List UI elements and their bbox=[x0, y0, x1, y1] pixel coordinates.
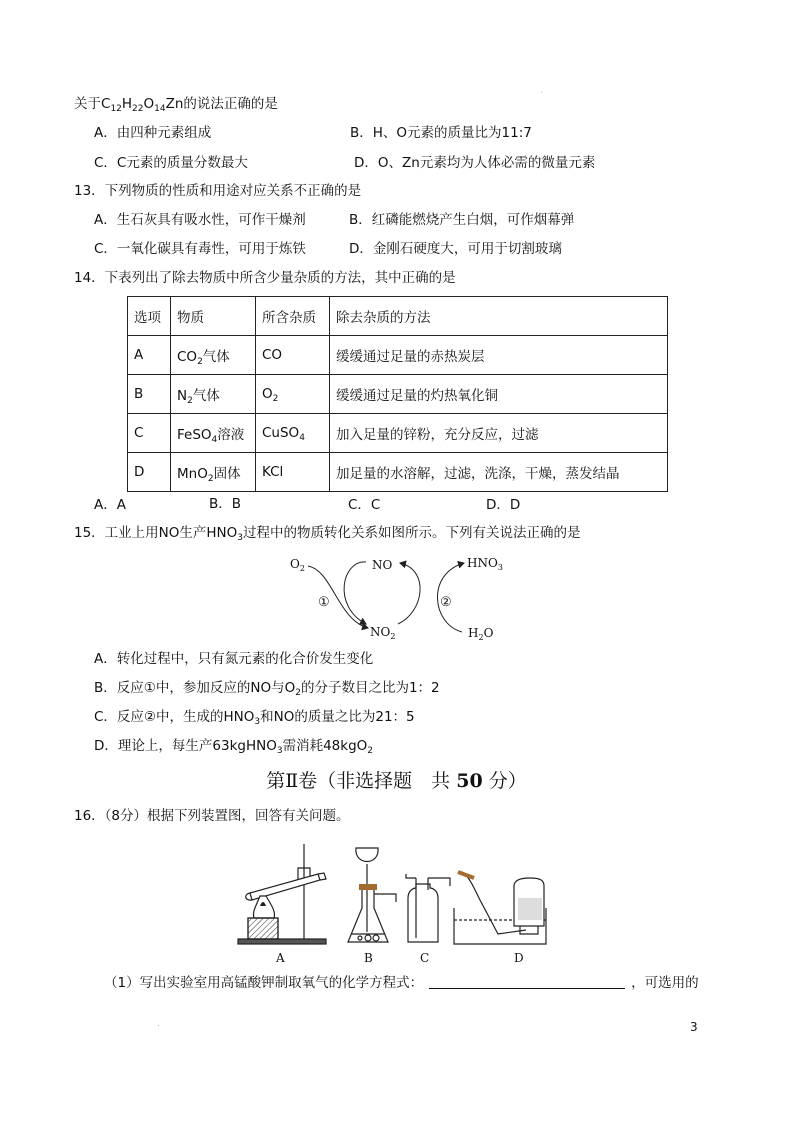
q16-subquestion-1: （1）写出实验室用高锰酸钾制取氧气的化学方程式： ，可选用的 bbox=[104, 975, 699, 991]
apparatus-a bbox=[238, 844, 326, 944]
q15-option-a: A．转化过程中，只有氮元素的化合价发生变化 bbox=[94, 651, 374, 667]
no-label: NO bbox=[372, 558, 393, 572]
table-cell-option: A bbox=[128, 336, 171, 375]
table-cell-substance: $CO_2$气体 bbox=[171, 336, 256, 375]
scan-mark: · bbox=[540, 88, 544, 99]
hno3-label: $HNO_3$ bbox=[467, 556, 503, 572]
table-header-cell: 除去杂质的方法 bbox=[330, 297, 668, 336]
h2o-label: $H_2O$ bbox=[468, 626, 494, 642]
nitrogen-cycle-diagram bbox=[280, 548, 520, 648]
arrow-o2-to-no2 bbox=[308, 566, 368, 628]
q15-option-d: D．理论上，每生产63kgHNO$_3$需消耗48kgO$_2$ bbox=[94, 738, 374, 756]
table-cell-option: C bbox=[128, 414, 171, 453]
q16-stem: 16．（8分）根据下列装置图，回答有关问题。 bbox=[74, 808, 350, 824]
table-row bbox=[128, 336, 668, 375]
table-cell-substance: $N_2$气体 bbox=[171, 375, 256, 414]
lab-apparatus-figure bbox=[230, 838, 570, 968]
section-2-title: 第Ⅱ卷（非选择题 共 50 分） bbox=[266, 770, 527, 792]
reaction-2-label: ② bbox=[440, 595, 452, 610]
q13-option-d: D．金刚石硬度大，可用于切割玻璃 bbox=[349, 241, 562, 257]
q13-option-a: A．生石灰具有吸水性，可作干燥剂 bbox=[94, 212, 306, 228]
apparatus-d bbox=[454, 872, 546, 944]
q15-option-b: B．反应①中，参加反应的NO与$O_2$的分子数目之比为1：2 bbox=[94, 680, 440, 698]
table-cell-method: 缓缓通过足量的赤热炭层 bbox=[330, 336, 668, 375]
q13-option-c: C．一氧化碳具有毒性，可用于炼铁 bbox=[94, 241, 306, 257]
table-header-cell: 物质 bbox=[171, 297, 256, 336]
apparatus-label-c: C bbox=[420, 951, 430, 965]
table-cell-method: 加入足量的锌粉，充分反应，过滤 bbox=[330, 414, 668, 453]
table-cell-option: D bbox=[128, 453, 171, 492]
apparatus-c bbox=[406, 874, 450, 942]
table-cell-impurity: CuSO$_4$ bbox=[256, 414, 330, 453]
table-cell-impurity: CO bbox=[256, 336, 330, 375]
o2-label: $O_2$ bbox=[290, 557, 305, 573]
reaction-1-label: ① bbox=[318, 595, 330, 610]
table-cell-impurity: $O_2$ bbox=[256, 375, 330, 414]
q15-option-c: C．反应②中，生成的$HNO_3$和NO的质量之比为21：5 bbox=[94, 709, 415, 727]
arrow-no-to-no2 bbox=[344, 562, 366, 624]
table-cell-substance: MnO$_2$固体 bbox=[171, 453, 256, 492]
q14-stem: 14．下表列出了除去物质中所含少量杂质的方法，其中正确的是 bbox=[74, 270, 456, 286]
q14-option-c: C．C bbox=[348, 497, 381, 513]
apparatus-label-b: B bbox=[364, 951, 373, 965]
arrow-no2-to-no bbox=[398, 563, 420, 624]
table-cell-method: 缓缓通过足量的灼热氧化铜 bbox=[330, 375, 668, 414]
q14-option-b: B．B bbox=[209, 496, 242, 512]
table-row bbox=[128, 453, 668, 492]
q13-stem: 13．下列物质的性质和用途对应关系不正确的是 bbox=[74, 183, 362, 199]
table-row bbox=[128, 375, 668, 414]
table-header-cell: 选项 bbox=[128, 297, 171, 336]
table-header-row bbox=[128, 297, 668, 336]
q12-stem: 关于$C_{12}H_{22}O_{14}Zn$的说法正确的是 bbox=[74, 96, 278, 114]
apparatus-label-d: D bbox=[514, 951, 524, 965]
impurity-table bbox=[127, 296, 668, 492]
table-header-cell: 所含杂质 bbox=[256, 297, 330, 336]
apparatus-label-a: A bbox=[276, 951, 285, 965]
table-cell-option: B bbox=[128, 375, 171, 414]
q14-option-d: D．D bbox=[486, 497, 521, 513]
q12-option-c: C．C元素的质量分数最大 bbox=[94, 155, 248, 171]
q12-option-b: B．H、O元素的质量比为11:7 bbox=[350, 125, 532, 141]
q12-option-a: A．由四种元素组成 bbox=[94, 125, 212, 141]
no2-label: $NO_2$ bbox=[370, 625, 396, 641]
table-cell-impurity: KCl bbox=[256, 453, 330, 492]
answer-blank[interactable] bbox=[429, 974, 625, 989]
q15-stem: 15．工业上用NO生产$HNO_3$过程中的物质转化关系如图所示。下列有关说法正确的是 bbox=[74, 525, 581, 543]
q12-option-d: D．O、Zn元素均为人体必需的微量元素 bbox=[354, 155, 596, 171]
table-cell-method: 加足量的水溶解，过滤，洗涤，干燥，蒸发结晶 bbox=[330, 453, 668, 492]
q14-option-a: A．A bbox=[94, 497, 126, 513]
apparatus-b bbox=[348, 848, 396, 942]
q13-option-b: B．红磷能燃烧产生白烟，可作烟幕弹 bbox=[349, 212, 575, 228]
table-cell-substance: FeSO$_4$溶液 bbox=[171, 414, 256, 453]
table-row bbox=[128, 414, 668, 453]
scan-mark: · bbox=[157, 1021, 161, 1032]
page-number: 3 bbox=[690, 1020, 698, 1034]
